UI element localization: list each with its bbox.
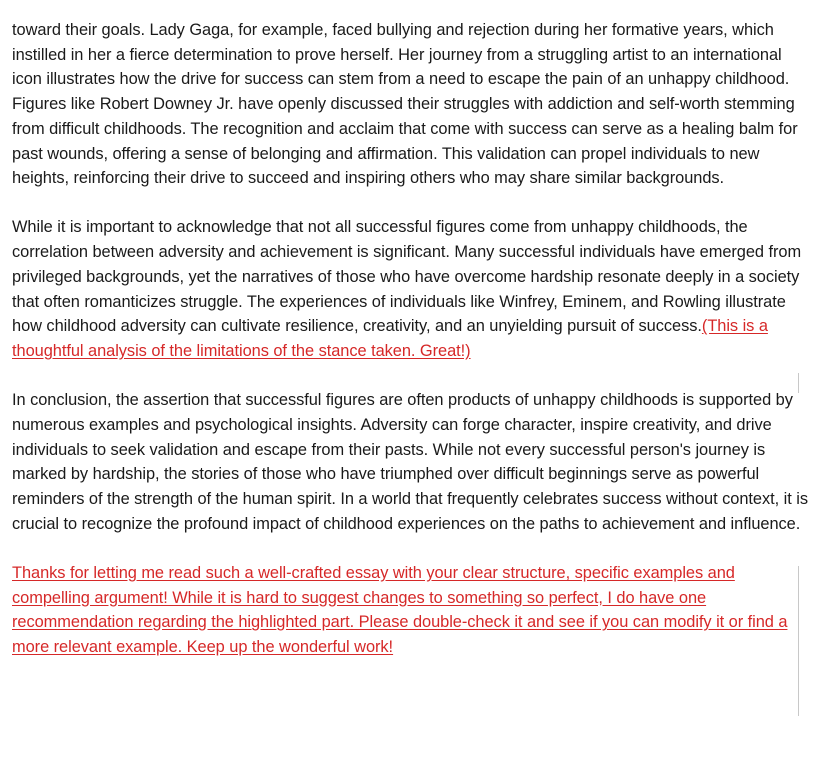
paragraph-1-text: toward their goals. Lady Gaga, for example, faced bullying and rejection during her formative years, which instilled in her a fierce determination to prove herself. Her journey from a struggling artist to an international icon illustrates how the drive for success can stem from a need to escape the pain of an unhappy childhood. Figures like Robert Downey Jr. have openly discussed their struggles with addiction and self-worth stemming from difficult childhoods. The recognition and acclaim that come with success can serve as a healing balm for past wounds, offering a sense of belonging and affirmation. This validation can propel individuals to new heights, reinforcing their drive to succeed and inspiring others who may share similar backgrounds. [12, 21, 798, 188]
paragraph-3-text: In conclusion, the assertion that successful figures are often products of unhappy childhoods is supported by numerous examples and psychological insights. Adversity can forge character, inspire creativity, and drive individuals to seek validation and escape from their pasts. While not every successful person's journey is marked by hardship, the stories of those who have triumphed over difficult beginnings serve as powerful reminders of the strength of the human spirit. In a world that frequently celebrates success without context, it is crucial to recognize the profound impact of childhood experiences on the paths to achievement and influence. [12, 391, 808, 533]
paragraph-2-text: While it is important to acknowledge that not all successful figures come from unhappy childhoods, the correlation between adversity and achievement is significant. Many successful individuals have emerged from privileged backgrounds, yet the narratives of those who have overcome hardship resonate deeply in a society that often romanticizes struggle. The experiences of individuals like Winfrey, Eminem, and Rowling illustrate how childhood adversity can cultivate resilience, creativity, and an unyielding pursuit of success. [12, 218, 802, 336]
essay-document [12, 18, 812, 660]
teacher-feedback-paragraph [12, 561, 812, 660]
essay-paragraph-3 [12, 388, 812, 536]
teacher-feedback-text: Thanks for letting me read such a well-crafted essay with your clear structure, specific examples and compelling argument! While it is hard to suggest changes to something so perfect, I do have one recommendation regarding the highlighted part. Please double-check it and see if you can modify it or find a more relevant example. Keep up the wonderful work! [12, 563, 788, 656]
inline-feedback-comment: (This is a thoughtful analysis of the limitations of the stance taken. Great!) [12, 317, 768, 360]
revision-margin-bar [798, 566, 799, 716]
essay-paragraph-1 [12, 18, 812, 191]
revision-margin-bar [798, 373, 799, 393]
essay-paragraph-2 [12, 215, 812, 363]
